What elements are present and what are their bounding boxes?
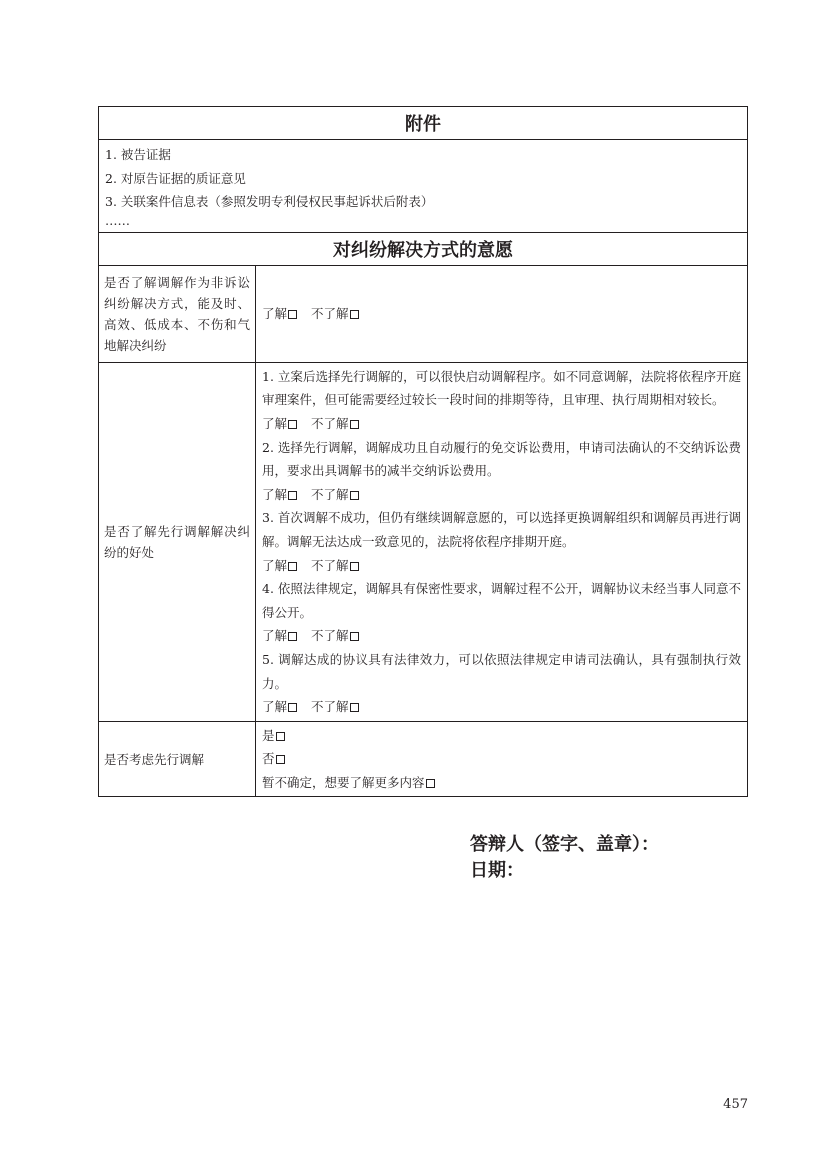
option-not-understand-label: 不了解 bbox=[311, 305, 349, 321]
signature-date-label: 日期： bbox=[470, 860, 524, 881]
attachment-item: 2. 对原告证据的质证意见 bbox=[105, 170, 246, 186]
attachment-item: 1. 被告证据 bbox=[105, 147, 171, 162]
checkbox-not-understand[interactable] bbox=[350, 703, 359, 712]
benefit-point-4: 4. 依照法律规定，调解具有保密性要求，调解过程不公开，调解协议未经当事人同意不得公开。 bbox=[262, 581, 741, 620]
pre-mediation-benefits-question: 是否了解先行调解解决纠纷的好处 bbox=[99, 362, 256, 721]
option-understand-label: 了解 bbox=[262, 486, 288, 502]
defense-form-table bbox=[98, 106, 748, 797]
option-not-understand-label: 不了解 bbox=[311, 699, 349, 715]
checkbox-no[interactable] bbox=[276, 755, 285, 764]
checkbox-not-understand[interactable] bbox=[350, 310, 359, 319]
option-yes-label: 是 bbox=[262, 727, 275, 743]
benefit-point-1: 1. 立案后选择先行调解的，可以很快启动调解程序。如不同意调解，法院将依程序开庭审理案件，但可能需要经过较长一段时间的排期等待，且审理、执行周期相对较长。 bbox=[262, 368, 741, 408]
option-understand-label: 了解 bbox=[262, 699, 288, 715]
attachment-item: …… bbox=[105, 212, 130, 228]
checkbox-understand[interactable] bbox=[288, 562, 297, 571]
mediation-awareness-options bbox=[256, 265, 748, 362]
option-understand-label: 了解 bbox=[262, 557, 288, 573]
option-understand-label: 了解 bbox=[262, 415, 288, 431]
benefit-point-3: 3. 首次调解不成功，但仍有继续调解意愿的，可以选择更换调解组织和调解员再进行调解。调解无法达成一致意见的，法院将依程序排期开庭。 bbox=[262, 510, 741, 549]
checkbox-understand[interactable] bbox=[288, 491, 297, 500]
signature-block bbox=[470, 832, 659, 884]
checkbox-undecided[interactable] bbox=[426, 779, 435, 788]
checkbox-not-understand[interactable] bbox=[350, 491, 359, 500]
checkbox-not-understand[interactable] bbox=[350, 562, 359, 571]
option-undecided-label: 暂不确定，想要了解更多内容 bbox=[262, 774, 425, 790]
consider-pre-mediation-question: 是否考虑先行调解 bbox=[99, 721, 256, 797]
page-number: 457 bbox=[723, 1097, 748, 1112]
attachments-list bbox=[99, 140, 748, 233]
checkbox-understand[interactable] bbox=[288, 632, 297, 641]
attachment-item: 3. 关联案件信息表（参照发明专利侵权民事起诉状后附表） bbox=[105, 194, 434, 210]
checkbox-not-understand[interactable] bbox=[350, 632, 359, 641]
option-not-understand-label: 不了解 bbox=[311, 628, 349, 644]
checkbox-understand[interactable] bbox=[288, 703, 297, 712]
mediation-awareness-question: 是否了解调解作为非诉讼纠纷解决方式，能及时、高效、低成本、不伤和气地解决纠纷 bbox=[99, 265, 256, 362]
option-understand-label: 了解 bbox=[262, 628, 288, 644]
checkbox-understand[interactable] bbox=[288, 420, 297, 429]
option-not-understand-label: 不了解 bbox=[311, 557, 349, 573]
option-not-understand-label: 不了解 bbox=[311, 486, 349, 502]
pre-mediation-benefits-content bbox=[256, 362, 748, 721]
benefit-point-2: 2. 选择先行调解，调解成功且自动履行的免交诉讼费用，申请司法确认的不交纳诉讼费用，要求出具调解书的减半交纳诉讼费用。 bbox=[262, 439, 741, 479]
attachments-heading: 附件 bbox=[99, 107, 748, 140]
checkbox-not-understand[interactable] bbox=[350, 420, 359, 429]
benefit-point-5: 5. 调解达成的协议具有法律效力，可以依照法律规定申请司法确认，具有强制执行效力。 bbox=[262, 651, 741, 691]
dispute-resolution-heading: 对纠纷解决方式的意愿 bbox=[99, 232, 748, 265]
checkbox-yes[interactable] bbox=[276, 732, 285, 741]
checkbox-understand[interactable] bbox=[288, 310, 297, 319]
consider-pre-mediation-options bbox=[256, 721, 748, 797]
respondent-signature-label: 答辩人（签字、盖章）： bbox=[470, 834, 659, 855]
option-no-label: 否 bbox=[262, 751, 275, 767]
option-understand-label: 了解 bbox=[262, 305, 288, 321]
option-not-understand-label: 不了解 bbox=[311, 415, 349, 431]
